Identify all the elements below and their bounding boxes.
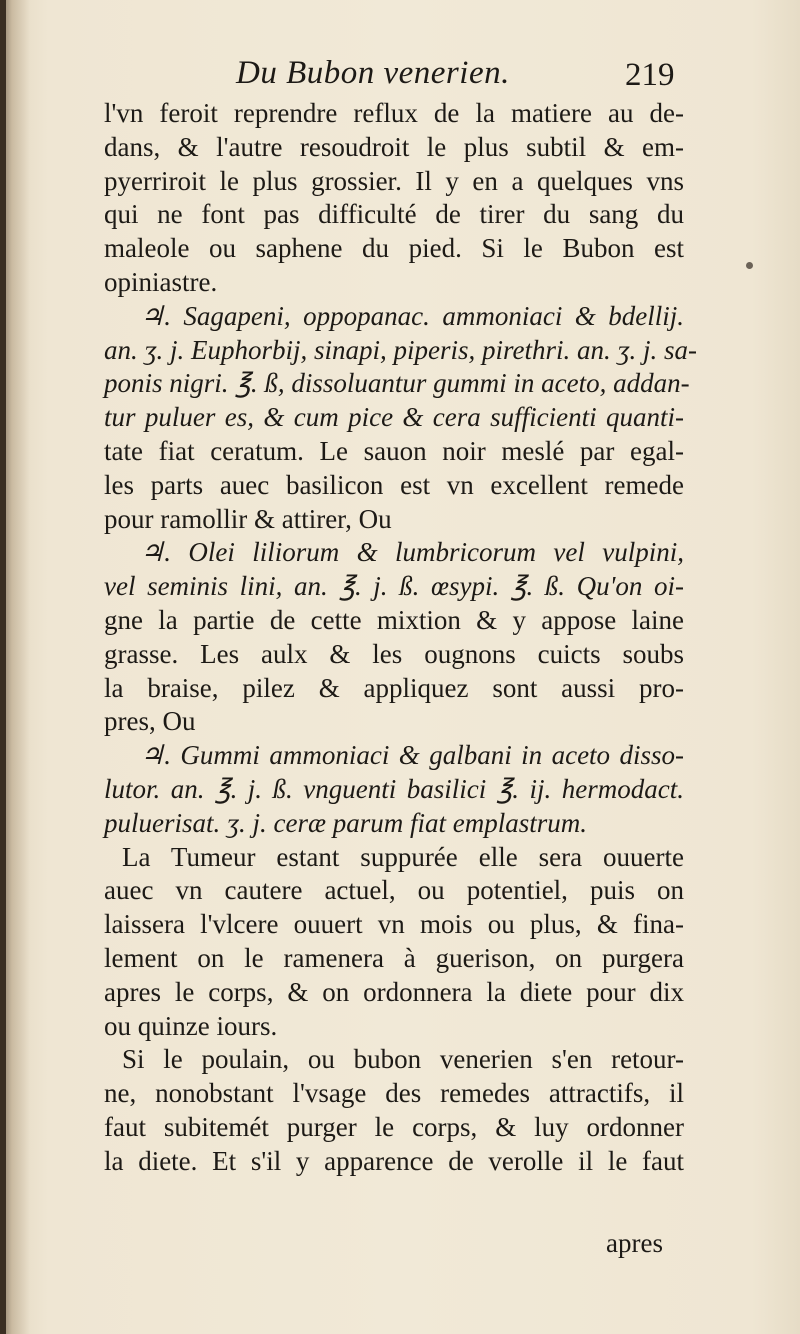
text-line: grasse. Les aulx & les ougnons cuicts soubs — [104, 638, 684, 669]
text-line: pres, Ou — [104, 706, 196, 737]
text-line: apres le corps, & on ordonnera la diete pour dix — [104, 976, 684, 1007]
text-line: la braise, pilez & appliquez sont aussi pro- — [104, 672, 684, 703]
text-line: dans, & l'autre resoudroit le plus subtil & em- — [104, 131, 684, 162]
text-line: lutor. an. ℥. j. ß. vnguenti basilici ℥. ij. hermodact. — [104, 773, 684, 804]
text-line: ne, nonobstant l'vsage des remedes attractifs, il — [104, 1078, 684, 1109]
text-line: les parts auec basilicon est vn excellent remede — [104, 469, 684, 500]
text-line: ou quinze iours. — [104, 1010, 278, 1041]
text-line: an. ʒ. j. Euphorbij, sinapi, piperis, pirethri. an. ʒ. j. sa- — [104, 334, 697, 365]
text-line: auec vn cautere actuel, ou potentiel, puis on — [104, 875, 684, 906]
body-text — [104, 97, 697, 1179]
text-line: la diete. Et s'il y apparence de verolle il le faut — [104, 1145, 684, 1176]
running-head — [0, 55, 800, 99]
text-line: tate fiat ceratum. Le sauon noir meslé par egal- — [104, 435, 684, 466]
text-line: pyerriroit le plus grossier. Il y en a quelques vns — [104, 165, 684, 196]
text-line: ♃. Olei liliorum & lumbricorum vel vulpini, — [140, 537, 684, 568]
text-line: qui ne font pas difficulté de tirer du sang du — [104, 199, 684, 230]
page-number: 219 — [625, 57, 675, 93]
text-line: vel seminis lini, an. ℥. j. ß. œsypi. ℥. ß. Qu'on oi- — [104, 571, 684, 602]
text-line: faut subitemét purger le corps, & luy ordonner — [104, 1111, 684, 1142]
text-line: La Tumeur estant suppurée elle sera ouuerte — [122, 841, 684, 872]
text-line: pour ramollir & attirer, Ou — [104, 503, 392, 534]
running-head-title: Du Bubon venerien. — [236, 55, 510, 91]
text-line: gne la partie de cette mixtion & y appose laine — [104, 604, 684, 635]
text-line: opiniastre. — [104, 266, 218, 297]
text-line: l'vn feroit reprendre reflux de la matiere au de- — [104, 98, 684, 128]
text-line: puluerisat. ʒ. j. ceræ parum fiat emplastrum. — [104, 807, 587, 838]
text-line: lement on le ramenera à guerison, on purgera — [104, 942, 684, 973]
ink-speck — [746, 262, 753, 269]
text-line: ♃. Sagapeni, oppopanac. ammoniaci & bdellij. — [140, 300, 684, 331]
text-line: tur puluer es, & cum pice & cera sufficienti quanti- — [104, 402, 684, 433]
text-line: Si le poulain, ou bubon venerien s'en retour- — [122, 1044, 684, 1075]
text-line: laissera l'vlcere ouuert vn mois ou plus, & fina- — [104, 909, 684, 940]
text-line: ponis nigri. ℥. ß, dissoluantur gummi in aceto, addan- — [104, 368, 690, 399]
page-edge — [0, 0, 6, 1334]
text-line: maleole ou saphene du pied. Si le Bubon est — [104, 233, 684, 264]
text-line: ♃. Gummi ammoniaci & galbani in aceto disso- — [140, 740, 684, 771]
catchword: apres — [606, 1228, 663, 1258]
